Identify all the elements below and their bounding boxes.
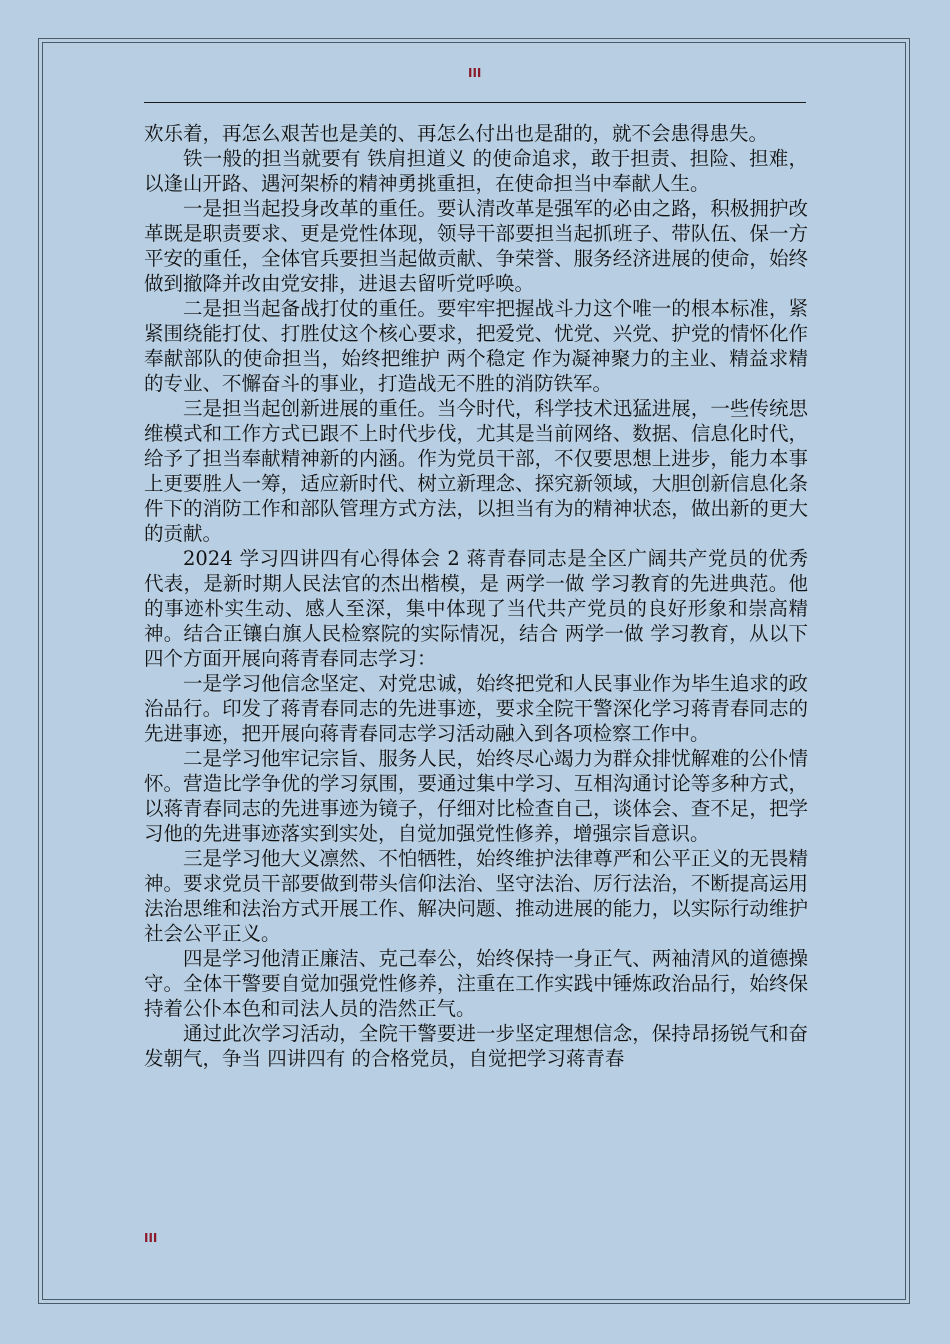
paragraph: 三是学习他大义凛然、不怕牺牲，始终维护法律尊严和公平正义的无畏精神。要求党员干部要做到带头信仰法治、坚守法治、厉行法治，不断提高运用法治思维和法治方式开展工作、解决问题、推动进展的能力，以实际行动维护社会公平正义。 xyxy=(144,847,808,945)
paragraph: 欢乐着，再怎么艰苦也是美的、再怎么付出也是甜的，就不会患得患失。 xyxy=(144,122,769,145)
paragraph: 铁一般的担当就要有 铁肩担道义 的使命追求，敢于担责、担险、担难，以逢山开路、遇河架桥的精神勇挑重担，在使命担当中奉献人生。 xyxy=(144,147,808,195)
paragraph: 一是学习他信念坚定、对党忠诚，始终把党和人民事业作为毕生追求的政治品行。印发了蒋青春同志的先进事迹，要求全院干警深化学习蒋青春同志的先进事迹，把开展向蒋青春同志学习活动融入到各项检察工作中。 xyxy=(144,672,808,745)
paragraph: 2024 学习四讲四有心得体会 2 蒋青春同志是全区广阔共产党员的优秀代表，是新时期人民法官的杰出楷模，是 两学一做 学习教育的先进典范。他的事迹朴实生动、感人至深，集中体现了当代共产党员的良好形象和崇高精神。结合正镶白旗人民检察院的实际情况，结合 两学一做 学习教育，从以下四个方面开展向蒋青春同志学习： xyxy=(144,547,808,670)
paragraph: 通过此次学习活动，全院干警要进一步坚定理想信念，保持昂扬锐气和奋发朝气，争当 四讲四有 的合格党员，自觉把学习蒋青春 xyxy=(144,1022,808,1070)
paragraph: 二是担当起备战打仗的重任。要牢牢把握战斗力这个唯一的根本标准，紧紧围绕能打仗、打胜仗这个核心要求，把爱党、忧党、兴党、护党的情怀化作奉献部队的使命担当，始终把维护 两个稳定 作为凝神聚力的主业、精益求精的专业、不懈奋斗的事业，打造战无不胜的消防铁军。 xyxy=(144,297,808,395)
paragraph: 四是学习他清正廉洁、克己奉公，始终保持一身正气、两袖清风的道德操守。全体干警要自觉加强党性修养，注重在工作实践中锤炼政治品行，始终保持着公仆本色和司法人员的浩然正气。 xyxy=(144,947,808,1020)
header-rule xyxy=(144,102,806,103)
paragraph: 三是担当起创新进展的重任。当今时代，科学技术迅猛进展，一些传统思维模式和工作方式已跟不上时代步伐，尤其是当前网络、数据、信息化时代，给予了担当奉献精神新的内涵。作为党员干部，不仅要思想上进步，能力本事上更要胜人一筹，适应新时代、树立新理念、探究新领域，大胆创新信息化条件下的消防工作和部队管理方式方法，以担当有为的精神状态，做出新的更大的贡献。 xyxy=(144,397,808,545)
document-body xyxy=(144,121,808,1071)
header-mark: III xyxy=(468,66,482,80)
paragraph: 二是学习他牢记宗旨、服务人民，始终尽心竭力为群众排忧解难的公仆情怀。营造比学争优的学习氛围，要通过集中学习、互相沟通讨论等多种方式，以蒋青春同志的先进事迹为镜子，仔细对比检查自己，谈体会、查不足，把学习他的先进事迹落实到实处，自觉加强党性修养，增强宗旨意识。 xyxy=(144,747,808,845)
paragraph: 一是担当起投身改革的重任。要认清改革是强军的必由之路，积极拥护改革既是职责要求、更是党性体现，领导干部要担当起抓班子、带队伍、保一方平安的重任，全体官兵要担当起做贡献、争荣誉、服务经济进展的使命，始终做到撤降并改由党安排，进退去留听党呼唤。 xyxy=(144,197,808,295)
footer-mark: III xyxy=(144,1231,158,1245)
